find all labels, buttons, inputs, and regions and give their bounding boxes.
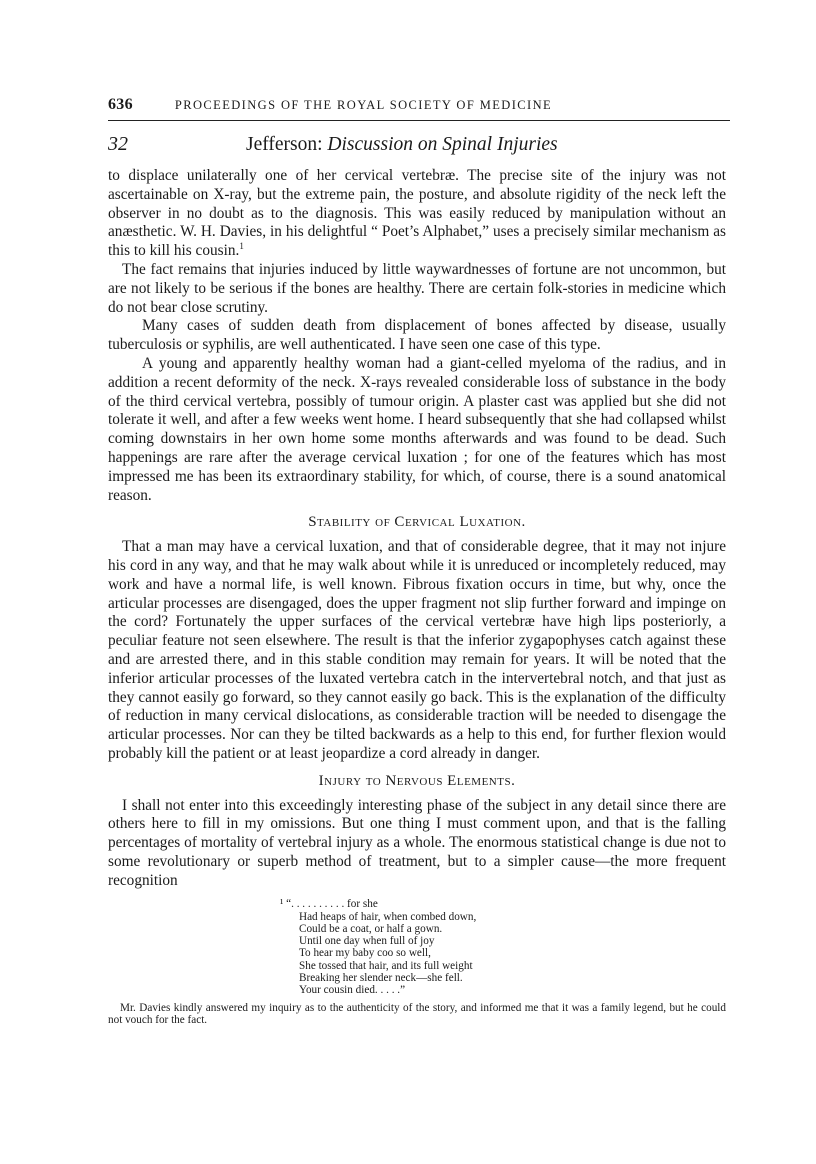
article-subheader xyxy=(108,133,726,159)
footnote-note: Mr. Davies kindly answered my inquiry as to the authenticity of the story, and informed me that it was a family legend, but he could not vouch for the fact. xyxy=(108,1002,726,1027)
footnote-marker: 1 xyxy=(239,241,244,252)
running-header xyxy=(108,96,726,114)
section-heading: Injury to Nervous Elements. xyxy=(318,772,516,789)
journal-page xyxy=(108,96,726,1027)
author-name: Jefferson: xyxy=(246,134,323,155)
section-number: 32 xyxy=(108,133,128,155)
poem-line: Until one day when full of joy xyxy=(299,935,435,948)
paragraph: A young and apparently healthy woman had a giant-celled myeloma of the radius, and in addition a recent deformity of the neck. X-rays revealed considerable loss of substance in the body of the third cervical vertebra, possibly of tumour origin. A plaster cast was applied but she did not tolerate it well, and after a few weeks went home. I heard subsequently that she had collapsed whilst coming downstairs in her own home some months afterwards and was found to be dead. Such happenings are rare after the average cervical luxation ; for one of the features which has most impressed me has been its extraordinary stability, for which, of course, there is a sound anatomical reason. xyxy=(108,354,726,504)
footnote xyxy=(108,898,726,1026)
poem-line: Could be a coat, or half a gown. xyxy=(299,922,443,935)
footnote-poem xyxy=(280,898,726,996)
poem-line: She tossed that hair, and its full weight xyxy=(299,959,473,972)
journal-title: PROCEEDINGS OF THE ROYAL SOCIETY OF MEDICINE xyxy=(174,98,553,112)
poem-line: Your cousin died. . . . .” xyxy=(299,983,406,996)
paragraph: The fact remains that injuries induced by little waywardnesses of fortune are not uncommon, but are not likely to be serious if the bones are healthy. There are certain folk-stories in medicine which do not bear close scrutiny. xyxy=(108,260,726,316)
header-rule xyxy=(108,120,730,121)
discussion-title: Discussion on Spinal Injuries xyxy=(327,134,558,155)
paragraph-text: to displace unilaterally one of her cervical vertebræ. The precise site of the injury was not ascertainable on X-ray, but the extreme pain, the posture, and absolute rigidity of the neck left the observer in no doubt as to the diagnosis. This was easily reduced by manipulation without an anæsthetic. W. H. Davies, in his delightful “ Poet’s Alphabet,” uses a precisely similar mechanism as this to kill his cousin. xyxy=(108,167,726,260)
page-number: 636 xyxy=(108,96,133,113)
paragraph xyxy=(108,167,726,261)
paragraph: That a man may have a cervical luxation, and that of considerable degree, that it may not injure his cord in any way, and that he may walk about while it is unreduced or incompletely reduced, may work and have a normal life, is well known. Fibrous fixation occurs in time, but why, once the articular processes are disengaged, does the upper fragment not slip further forward and impinge on the cord? Fortunately the upper surfaces of the cervical vertebræ have high lips posteriorly, a peculiar feature not seen elsewhere. The result is that the inferior zygapophyses catch against these and are arrested there, and in this stable condition may remain for years. It will be noted that the inferior articular processes of the luxated vertebra catch in the intervertebral notch, and that just as they cannot easily go forward, so they cannot easily go back. This is the explanation of the difficulty of reduction in many cervical dislocations, as considerable traction will be needed to disengage the articular processes. Nor can they be tilted backwards as a help to this end, for further flexion would probably kill the patient or at least jeopardize a cord already in danger. xyxy=(108,538,726,762)
paragraph: I shall not enter into this exceedingly interesting phase of the subject in any detail since there are others here to fill in my omissions. But one thing I must comment upon, and that is the falling percentages of mortality of vertebral injury as a whole. The enormous statistical change is due not to some revolutionary or superb method of treatment, but to a simpler cause—the more frequent recognition xyxy=(108,796,726,889)
article-body xyxy=(108,167,726,890)
poem-line: Breaking her slender neck—she fell. xyxy=(299,971,463,984)
poem-line: ¹ “. . . . . . . . . . for she xyxy=(280,898,378,911)
poem-line: To hear my baby coo so well, xyxy=(299,947,431,960)
article-title xyxy=(246,134,558,156)
section-heading: Stability of Cervical Luxation. xyxy=(308,514,526,531)
paragraph: Many cases of sudden death from displacement of bones affected by disease, usually tuberculosis or syphilis, are well authenticated. I have seen one case of this type. xyxy=(108,317,726,354)
poem-line: Had heaps of hair, when combed down, xyxy=(299,910,477,923)
